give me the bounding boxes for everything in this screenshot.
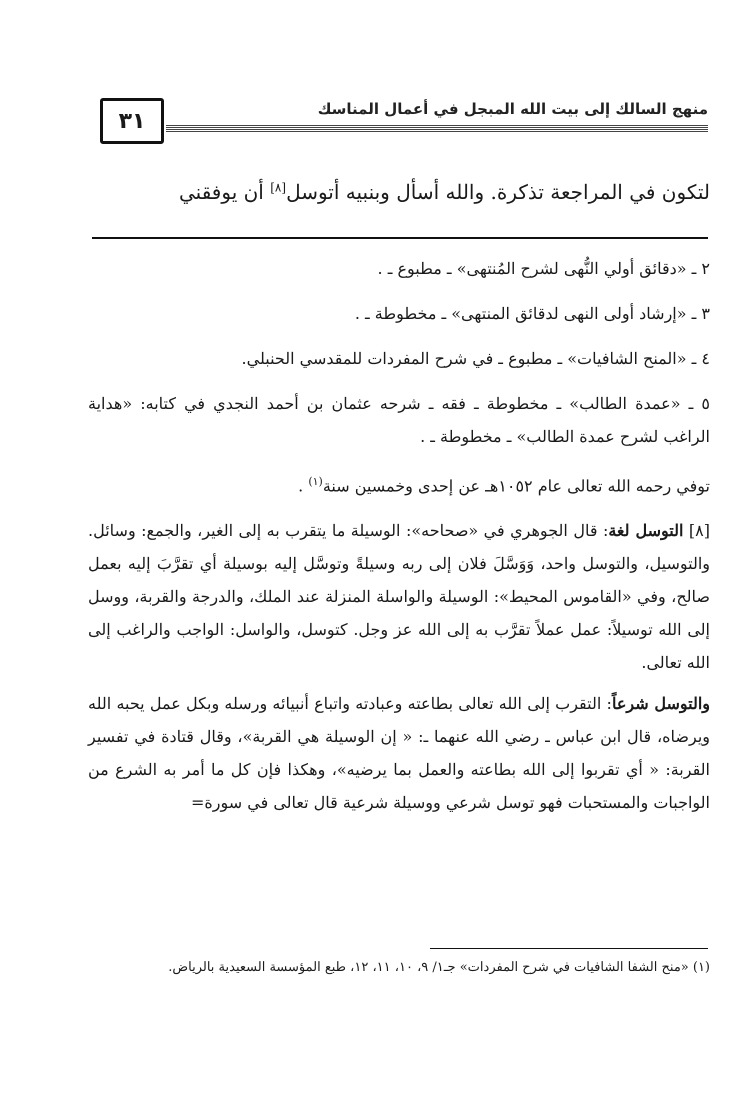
intro-note-ref: [٨]	[270, 180, 287, 195]
note-text: : قال الجوهري في «صحاحه»: الوسيلة ما يتقرب به إلى الغير، والجمع: وسائل. والتوسيل، والتوسل واحد، وَوَسَّلَ فلان إلى ربه وسيلةً وتوسَّل إليه بوسيلة أي تقرَّبَ إليه بعمل صالح، وفي «القاموس المحيط»: الوسيلة والواسلة المنزلة عند الملك، والدرجة والقربة، ووسل إلى الله توسيلاً: عمل عملاً تقرَّب به إلى الله عز وجل. كتوسل، والواسل: الواجب والراغب إلى الله تعالى.	[88, 521, 710, 673]
death-end: .	[298, 476, 309, 496]
book-item: ٤ ـ «المنح الشافيات» ـ مطبوع ـ في شرح المفردات للمقدسي الحنبلي.	[241, 349, 710, 368]
commentary-body	[88, 252, 710, 827]
note-marker: [٨]	[688, 521, 710, 541]
intro-text-after: أن يوفقني	[178, 180, 271, 204]
running-title: منهج السالك إلى بيت الله المبجل في أعمال المناسك	[317, 100, 708, 118]
note-8-language	[88, 514, 710, 679]
book-item: ٥ ـ «عمدة الطالب» ـ مخطوطة ـ فقه ـ شرحه عثمان بن أحمد النجدي في كتابه: «هداية الراغب لشرح عمدة الطالب» ـ مخطوطة ـ .	[88, 394, 710, 446]
book-item: ٣ ـ «إرشاد أولى النهى لدقائق المنتهى» ـ مخطوطة ـ .	[354, 304, 710, 323]
text-divider	[92, 237, 708, 239]
footnote-rule	[430, 948, 708, 949]
death-text: توفي رحمه الله تعالى عام ١٠٥٢هـ عن إحدى وخمسين سنة	[322, 476, 710, 496]
note-text: : التقرب إلى الله تعالى بطاعته وعبادته واتباع أنبيائه ورسله وبكل عمل يحبه الله ويرضاه، قال ابن عباس ـ رضي الله عنهما ـ: « إن الوسيلة هي القربة»، وقال قتادة في تفسير القربة: « أي تقربوا إلى الله بطاعته والعمل بما يرضيه»، وهكذا فإن كل ما أمر به الشرع من الواجبات والمستحبات فهو توسل شرعي ووسيلة شرعية قال تعالى في سورة=	[88, 694, 711, 813]
page-header	[100, 96, 708, 146]
footnote: (١) «منح الشفا الشافيات في شرح المفردات» جـ١/ ٩، ١٠، ١١، ١٢، طبع المؤسسة السعيدية بالرياض.	[168, 960, 710, 975]
note-term: والتوسل شرعاً	[611, 694, 710, 714]
page-number-box	[100, 98, 164, 144]
intro-line	[90, 180, 710, 204]
death-note	[88, 465, 710, 502]
note-8-legal	[88, 687, 710, 819]
book-item: ٢ ـ «دقائق أولي النُّهى لشرح المُنتهى» ـ مطبوع ـ .	[377, 259, 710, 278]
note-term: التوسل لغة	[608, 521, 684, 541]
death-footnote-ref: (١)	[308, 475, 323, 488]
header-rule	[166, 125, 708, 133]
page-number: ٣١	[118, 108, 146, 134]
intro-text-before: لتكون في المراجعة تذكرة. والله أسأل وبنبيه أتوسل	[286, 180, 710, 204]
